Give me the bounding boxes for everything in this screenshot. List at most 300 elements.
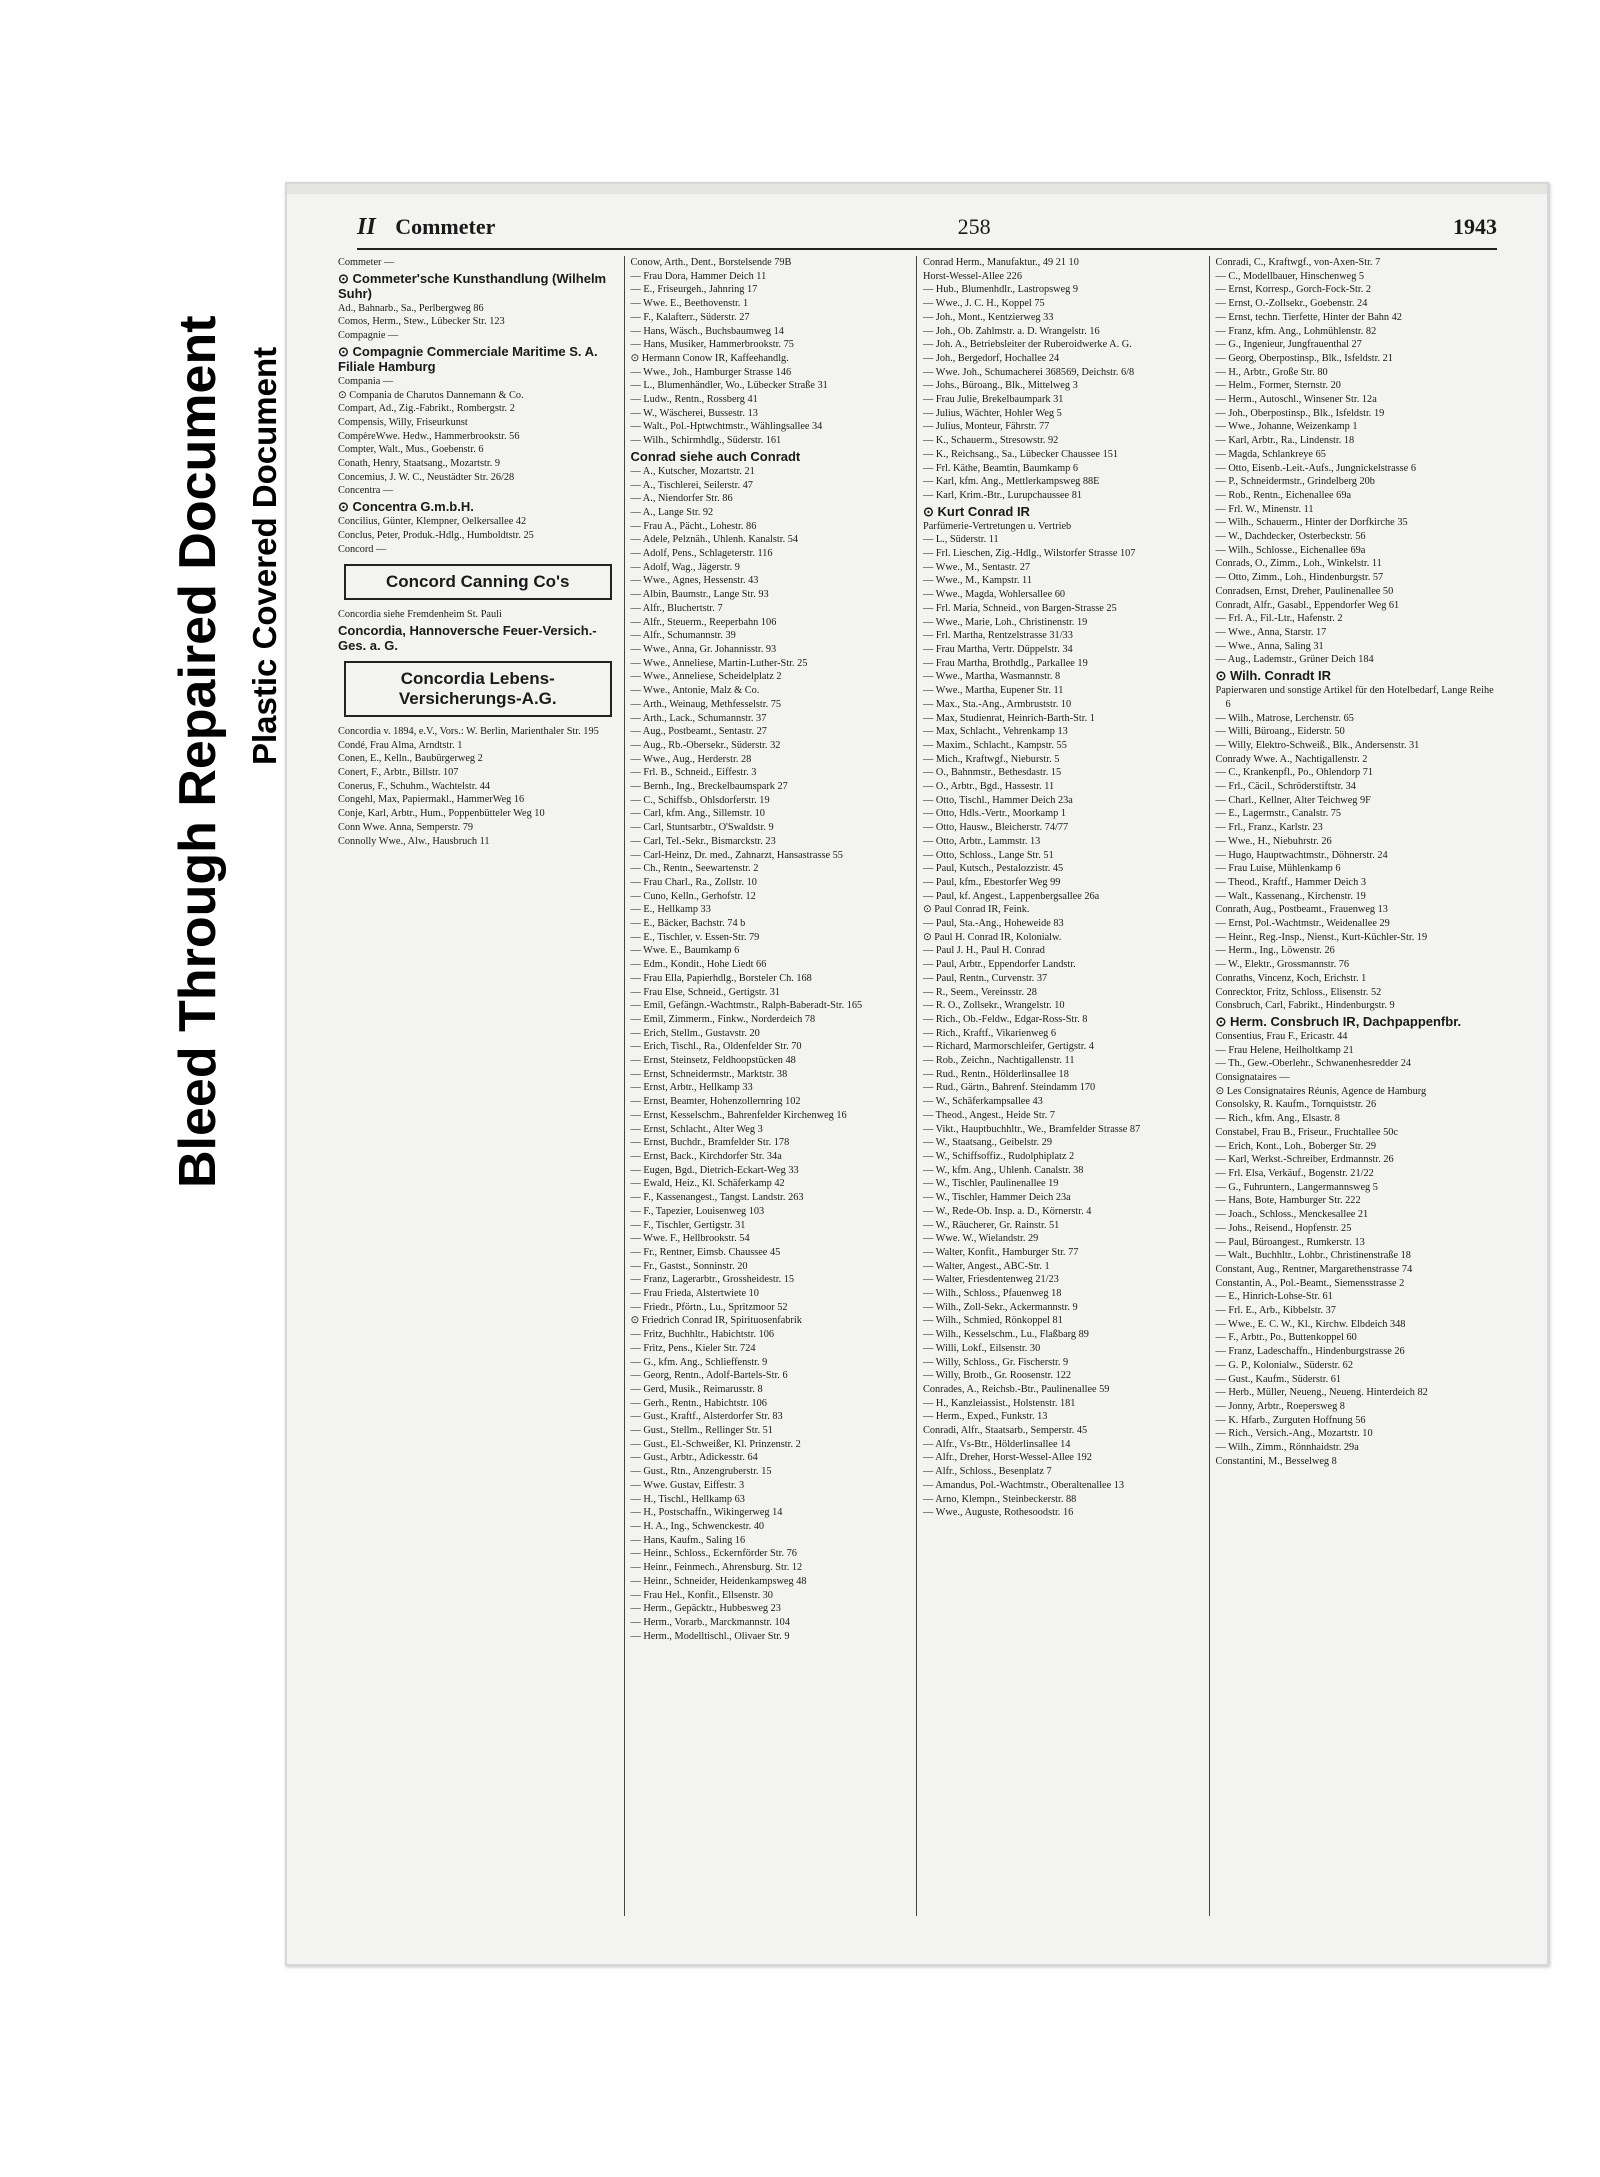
directory-entry: — Gust., El.-Schweißer, Kl. Prinzenstr. 2 xyxy=(630,1438,801,1450)
directory-entry: — Willi, Büroang., Eiderstr. 50 xyxy=(1215,726,1345,738)
directory-entry: Concentra — xyxy=(338,485,394,497)
directory-entry: — Johs., Reisend., Hopfenstr. 25 xyxy=(1215,1222,1352,1234)
directory-entry: Conradi, C., Kraftwgf., von-Axen-Str. 7 xyxy=(1215,257,1381,268)
directory-entry: — Hans, Musiker, Hammerbrookstr. 75 xyxy=(630,339,794,351)
directory-entry: — Otto, Hdls.-Vertr., Moorkamp 1 xyxy=(923,808,1066,820)
directory-entry: — L., Blumenhändler, Wo., Lübecker Straße 31 xyxy=(630,380,828,392)
column-2 xyxy=(625,256,918,1916)
column-1 xyxy=(332,256,625,1916)
directory-entry: — A., Niendorfer Str. 86 xyxy=(630,493,733,505)
directory-entry: — Wwe., Anna, Saling 31 xyxy=(1215,640,1324,652)
directory-entry: — Rich., Kraftf., Vikarienweg 6 xyxy=(923,1027,1057,1039)
directory-entry: — R. O., Zollsekr., Wrangelstr. 10 xyxy=(923,1000,1065,1012)
ad-title: Concordia Lebens-Versicherungs-A.G. xyxy=(398,668,557,708)
directory-entry: — Cuno, Kelln., Gerhofstr. 12 xyxy=(630,890,756,902)
directory-entry: Compter, Walt., Mus., Goebenstr. 6 xyxy=(338,444,484,456)
directory-entry: — Franz, Lagerarbtr., Grossheidestr. 15 xyxy=(630,1274,795,1286)
directory-entry: — Ernst, techn. Tierfette, Hinter der Bahn 42 xyxy=(1215,311,1402,323)
directory-entry: — K. Hfarb., Zurguten Hoffnung 56 xyxy=(1215,1414,1366,1426)
directory-entry: — Frau Julie, Brekelbaumpark 31 xyxy=(923,394,1064,406)
directory-entry: — Wilh., Zimm., Rönnhaidstr. 29a xyxy=(1215,1442,1359,1454)
directory-entry: — G., kfm. Ang., Schlieffenstr. 9 xyxy=(630,1356,768,1368)
directory-entry: — Frl., Cäcil., Schröderstiftstr. 34 xyxy=(1215,781,1356,793)
directory-heading: ⊙ Herm. Consbruch IR, Dachpappenfbr. xyxy=(1215,1013,1462,1029)
directory-entry: — Emil, Gefängn.-Wachtmstr., Ralph-Baberadt-Str. 165 xyxy=(630,1000,863,1012)
directory-entry: — Otto, Schloss., Lange Str. 51 xyxy=(923,849,1054,861)
directory-entry: — Ernst, Arbtr., Hellkamp 33 xyxy=(630,1082,753,1094)
directory-heading: ⊙ Compagnie Commerciale Maritime S. A. Filiale Hamburg xyxy=(338,343,598,374)
directory-entry: — Jonny, Arbtr., Roepersweg 8 xyxy=(1215,1400,1345,1412)
directory-entry: Constabel, Frau B., Friseur., Fruchtallee 50c xyxy=(1215,1126,1398,1138)
scanned-page xyxy=(285,182,1549,1966)
directory-entry: — Arth., Weinaug, Methfesselstr. 75 xyxy=(630,698,782,710)
directory-entry: — Theod., Kraftf., Hammer Deich 3 xyxy=(1215,876,1366,888)
directory-entry: — W., Rede-Ob. Insp. a. D., Körnerstr. 4 xyxy=(923,1205,1092,1217)
directory-entry: — O., Bahnmstr., Bethesdastr. 15 xyxy=(923,767,1062,779)
directory-entry: Constantin, A., Pol.-Beamt., Siemensstrasse 2 xyxy=(1215,1277,1405,1289)
directory-entry: — W., Dachdecker, Osterbeckstr. 56 xyxy=(1215,531,1366,543)
directory-entry: — W., Schiffsoffiz., Rudolphiplatz 2 xyxy=(923,1151,1075,1162)
directory-entry: — Walt., Pol.-Hptwchtmstr., Wählingsallee 34 xyxy=(630,421,823,433)
directory-entry: Conert, F., Arbtr., Billstr. 107 xyxy=(338,767,459,779)
column-4 xyxy=(1210,256,1503,1916)
directory-entry: — H., Tischl., Hellkamp 63 xyxy=(630,1493,745,1505)
directory-entry: — Eugen, Bgd., Dietrich-Eckart-Weg 33 xyxy=(630,1164,799,1176)
directory-entry: — Wwe., Auguste, Rothesoodstr. 16 xyxy=(923,1507,1074,1519)
directory-entry: — Alfr., Bluchertstr. 7 xyxy=(630,602,723,614)
directory-entry: — Edm., Kondit., Hohe Liedt 66 xyxy=(630,959,767,971)
directory-entry: — Max, Studienrat, Heinrich-Barth-Str. 1 xyxy=(923,712,1095,724)
directory-entry: Papierwaren und sonstige Artikel für den Hotelbedarf, Lange Reihe 6 xyxy=(1215,685,1494,710)
directory-entry: — Julius, Monteur, Fährstr. 77 xyxy=(923,421,1050,433)
directory-entry: — Joh. A., Betriebsleiter der Ruberoidwerke A. G. xyxy=(923,339,1132,351)
directory-entry: — Heinr., Feinmech., Ahrensburg. Str. 12 xyxy=(630,1562,803,1574)
directory-entry: — Joh., Oberpostinsp., Blk., Isfeldstr. 19 xyxy=(1215,407,1385,419)
directory-entry: — Wwe., J. C. H., Koppel 75 xyxy=(923,298,1045,310)
directory-entry: — Wwe., Martha, Eupener Str. 11 xyxy=(923,685,1064,697)
directory-entry: Conradi, Alfr., Staatsarb., Semperstr. 45 xyxy=(923,1425,1088,1437)
directory-entry: — Wwe., Agnes, Hessenstr. 43 xyxy=(630,575,759,587)
directory-entry: — Frl. Käthe, Beamtin, Baumkamp 6 xyxy=(923,462,1079,474)
directory-entry: — Vikt., Hauptbuchhltr., We., Bramfelder Strasse 87 xyxy=(923,1123,1141,1135)
directory-entry: — Th., Gew.-Oberlehr., Schwanenhesredder 24 xyxy=(1215,1058,1412,1070)
directory-entry: — F., Kalafterr., Süderstr. 27 xyxy=(630,311,750,323)
directory-entry: — Wwe., Johanne, Weizenkamp 1 xyxy=(1215,421,1358,433)
directory-entry: — H. A., Ing., Schwenckestr. 40 xyxy=(630,1520,765,1532)
directory-entry: — Georg, Oberpostinsp., Blk., Isfeldstr. 21 xyxy=(1215,352,1393,364)
directory-entry: — Wwe. E., Baumkamp 6 xyxy=(630,945,740,957)
directory-entry: Conraths, Vincenz, Koch, Erichstr. 1 xyxy=(1215,972,1367,984)
directory-entry: — Erich, Stellm., Gustavstr. 20 xyxy=(630,1027,760,1039)
directory-entry: — Wwe., Anneliese, Scheidelplatz 2 xyxy=(630,671,782,683)
directory-entry: — Hans, Kaufm., Saling 16 xyxy=(630,1534,746,1546)
directory-entry: Constant, Aug., Rentner, Margarethenstrasse 74 xyxy=(1215,1263,1413,1275)
directory-entry: — Gust., Stellm., Rellinger Str. 51 xyxy=(630,1425,773,1437)
directory-entry: — Ernst, O.-Zollsekr., Goebenstr. 24 xyxy=(1215,298,1368,310)
directory-entry: — L., Süderstr. 11 xyxy=(923,534,999,546)
directory-entry: — Wwe., Anna, Gr. Johannisstr. 93 xyxy=(630,643,777,655)
directory-entry: — Aug., Rb.-Obersekr., Süderstr. 32 xyxy=(630,739,781,751)
directory-entry: — Theod., Angest., Heide Str. 7 xyxy=(923,1109,1055,1121)
directory-heading: Conrad siehe auch Conradt xyxy=(630,448,801,464)
directory-entry: — Frl. B., Schneid., Eiffestr. 3 xyxy=(630,767,757,779)
directory-entry: ⊙ Compania de Charutos Dannemann & Co. xyxy=(338,389,524,401)
directory-entry: — Wilh., Schauerm., Hinter der Dorfkirche 35 xyxy=(1215,517,1408,529)
directory-entry: — Hans, Bote, Hamburger Str. 222 xyxy=(1215,1195,1361,1207)
directory-entry: ⊙ Les Consignataires Réunis, Agence de Hamburg xyxy=(1215,1085,1427,1097)
directory-entry: — Ernst, Beamter, Hohenzollernring 102 xyxy=(630,1096,801,1108)
directory-entry: — H., Arbtr., Große Str. 80 xyxy=(1215,366,1328,378)
directory-entry: Concilius, Günter, Klempner, Oelkersallee 42 xyxy=(338,516,527,528)
directory-entry: — Frl. Maria, Schneid., von Bargen-Strasse 25 xyxy=(923,602,1117,614)
directory-entry: — Frau A., Pächt., Lohestr. 86 xyxy=(630,520,757,532)
directory-entry: Concord — xyxy=(338,543,387,555)
directory-entry: — Carl, kfm. Ang., Sillemstr. 10 xyxy=(630,808,765,820)
directory-entry: — Joach., Schloss., Menckesallee 21 xyxy=(1215,1209,1369,1221)
directory-entry: — Carl, Stuntsarbtr., O'Swaldstr. 9 xyxy=(630,822,774,834)
directory-entry: Concordia siehe Fremdenheim St. Pauli xyxy=(338,609,502,621)
directory-entry: — Karl, Arbtr., Ra., Lindenstr. 18 xyxy=(1215,435,1355,447)
directory-entry: — Wilh., Kesselschm., Lu., Flaßbarg 89 xyxy=(923,1329,1089,1341)
page-header xyxy=(357,206,1497,250)
directory-entry: — Arno, Klempn., Steinbeckerstr. 88 xyxy=(923,1493,1077,1505)
directory-entry: — Otto, Hausw., Bleicherstr. 74/77 xyxy=(923,822,1069,834)
directory-entry: — Magda, Schlankreye 65 xyxy=(1215,448,1326,460)
directory-entry: Conrecktor, Fritz, Schloss., Elisenstr. 52 xyxy=(1215,986,1382,998)
directory-entry: — Erich, Kont., Loh., Boberger Str. 29 xyxy=(1215,1140,1377,1152)
directory-entry: — Alfr., Steuerm., Reeperbahn 106 xyxy=(630,616,777,628)
directory-entry: — Wilh., Schirmhdlg., Süderstr. 161 xyxy=(630,435,782,447)
directory-entry: — Bernh., Ing., Breckelbaumspark 27 xyxy=(630,781,788,793)
directory-entry: — Herm., Autoschl., Winsener Str. 12a xyxy=(1215,394,1377,406)
directory-entry: — F., Tischler, Gertigstr. 31 xyxy=(630,1219,746,1231)
directory-entry: — Willi, Lokf., Eilsenstr. 30 xyxy=(923,1342,1041,1354)
directory-entry: — Frl., Franz., Karlstr. 23 xyxy=(1215,822,1323,834)
directory-entry: — Wwe., E. C. W., Kl., Kirchw. Elbdeich 348 xyxy=(1215,1318,1406,1330)
directory-entry: — Gerd, Musik., Reimarusstr. 8 xyxy=(630,1383,763,1395)
directory-entry: Consignataires — xyxy=(1215,1072,1290,1084)
directory-entry: Commeter — xyxy=(338,257,395,268)
directory-entry: — Frau Luise, Mühlenkamp 6 xyxy=(1215,863,1341,875)
directory-entry: — Frau Frieda, Alstertwiete 10 xyxy=(630,1288,759,1300)
directory-entry: Constantini, M., Besselweg 8 xyxy=(1215,1455,1337,1467)
directory-entry: — Hugo, Hauptwachtmstr., Döhnerstr. 24 xyxy=(1215,849,1388,861)
directory-entry: — Walter, Konfit., Hamburger Str. 77 xyxy=(923,1246,1079,1258)
directory-entry: — E., Hinrich-Lohse-Str. 61 xyxy=(1215,1291,1333,1303)
directory-entry: — F., Arbtr., Po., Buttenkoppel 60 xyxy=(1215,1332,1357,1344)
annotation-plastic-covered: Plastic Covered Document xyxy=(246,346,283,765)
directory-entry: — W., Tischler, Hammer Deich 23a xyxy=(923,1192,1071,1204)
directory-entry: — Frl. A., Fil.-Ltr., Hafenstr. 2 xyxy=(1215,613,1343,625)
directory-entry: — Heinr., Schloss., Eckernförder Str. 76 xyxy=(630,1548,797,1560)
directory-entry: — Fr., Gastst., Sonninstr. 20 xyxy=(630,1260,748,1272)
directory-entry: — Hub., Blumenhdlr., Lastropsweg 9 xyxy=(923,284,1079,296)
directory-entry: — P., Schneidermstr., Grindelberg 20b xyxy=(1215,476,1375,488)
directory-entry: — Herm., Modelltischl., Olivaer Str. 9 xyxy=(630,1630,790,1642)
directory-entry: — Otto, Eisenb.-Leit.-Aufs., Jungnickelstrasse 6 xyxy=(1215,462,1416,474)
directory-entry: — Willy, Brotb., Gr. Roosenstr. 122 xyxy=(923,1370,1072,1382)
directory-entry: — Paul, kf. Angest., Lappenbergsallee 26a xyxy=(923,890,1100,902)
directory-entry: — Paul J. H., Paul H. Conrad xyxy=(923,945,1045,957)
header-title: Commeter xyxy=(395,213,496,239)
directory-entry: — Paul, Rentn., Curvenstr. 37 xyxy=(923,972,1048,984)
directory-entry: — Johs., Büroang., Blk., Mittelweg 3 xyxy=(923,380,1078,392)
directory-entry: — Willy, Elektro-Schweiß., Blk., Andersenstr. 31 xyxy=(1215,739,1420,751)
directory-entry: — E., Hellkamp 33 xyxy=(630,904,711,916)
page-number: 258 xyxy=(957,214,991,239)
directory-entry: Ad., Bahnarb., Sa., Perlbergweg 86 xyxy=(338,302,484,314)
directory-entry: — Franz, Ladeschaffn., Hindenburgstrasse 26 xyxy=(1215,1346,1405,1358)
directory-entry: — Richard, Marmorschleifer, Gertigstr. 4 xyxy=(923,1041,1094,1053)
directory-entry: ⊙ Paul Conrad IR, Feink. xyxy=(923,904,1030,916)
directory-entry: — Joh., Ob. Zahlmstr. a. D. Wrangelstr. 16 xyxy=(923,325,1100,337)
directory-entry: — E., Tischler, v. Essen-Str. 79 xyxy=(630,931,760,943)
directory-entry: — G., Fuhruntern., Langermannsweg 5 xyxy=(1215,1181,1378,1193)
directory-entry: — Otto, Tischl., Hammer Deich 23a xyxy=(923,794,1073,806)
directory-entry: — Frl. Martha, Rentzelstrasse 31/33 xyxy=(923,630,1073,642)
directory-entry: — Frau Helene, Heilholtkamp 21 xyxy=(1215,1044,1354,1056)
directory-entry: — Max., Sta.-Ang., Armbruststr. 10 xyxy=(923,698,1072,710)
directory-entry: Conerus, F., Schuhm., Wachtelstr. 44 xyxy=(338,780,491,792)
ad-title: Concord Canning Co's xyxy=(386,572,570,592)
directory-entry: — G., Ingenieur, Jungfrauenthal 27 xyxy=(1215,339,1362,351)
directory-entry: — W., Elektr., Grossmannstr. 76 xyxy=(1215,959,1350,971)
directory-entry: — Albin, Baumstr., Lange Str. 93 xyxy=(630,589,769,601)
directory-entry: — Franz, kfm. Ang., Lohmühlenstr. 82 xyxy=(1215,325,1377,337)
directory-entry: — Wwe., Magda, Wohlersallee 60 xyxy=(923,589,1066,601)
directory-entry: — R., Seem., Vereinsstr. 28 xyxy=(923,986,1037,998)
directory-entry: — Adolf, Pens., Schlageterstr. 116 xyxy=(630,548,773,560)
directory-entry: Concemius, J. W. C., Neustädter Str. 26/28 xyxy=(338,471,515,483)
directory-entry: — Herm., Exped., Funkstr. 13 xyxy=(923,1411,1048,1423)
directory-entry: Conje, Karl, Arbtr., Hum., Poppenbütteler Weg 10 xyxy=(338,808,545,820)
directory-entry: — W., Tischler, Paulinenallee 19 xyxy=(923,1178,1059,1190)
directory-entry: Compart, Ad., Zig.-Fabrikt., Rombergstr. 2 xyxy=(338,403,515,415)
directory-entry: — Paul, Kutsch., Pestalozzistr. 45 xyxy=(923,863,1064,875)
directory-entry: — Willy, Schloss., Gr. Fischerstr. 9 xyxy=(923,1356,1069,1368)
directory-entry: — Herm., Ing., Löwenstr. 26 xyxy=(1215,945,1335,957)
directory-entry: — Gust., Rtn., Anzengruberstr. 15 xyxy=(630,1466,772,1478)
directory-entry: — Maxim., Schlacht., Kampstr. 55 xyxy=(923,739,1067,751)
directory-entry: — Karl, kfm. Ang., Mettlerkampsweg 88E xyxy=(923,476,1100,488)
directory-entry: CompèreWwe. Hedw., Hammerbrookstr. 56 xyxy=(338,430,520,442)
directory-entry: — Wwe., Antonie, Malz & Co. xyxy=(630,685,760,697)
directory-entry: — Carl, Tel.-Sekr., Bismarckstr. 23 xyxy=(630,835,776,847)
directory-entry: Consbruch, Carl, Fabrikt., Hindenburgstr. 9 xyxy=(1215,1000,1395,1012)
directory-entry: — Frau Charl., Ra., Zollstr. 10 xyxy=(630,876,757,888)
directory-entry: Consentius, Frau F., Ericastr. 44 xyxy=(1215,1030,1348,1042)
directory-entry: — W., Wäscherei, Bussestr. 13 xyxy=(630,407,758,419)
directory-entry: — Wwe. Gustav, Eiffestr. 3 xyxy=(630,1479,745,1491)
directory-entry: — Rud., Gärtn., Bahrenf. Steindamm 170 xyxy=(923,1082,1096,1094)
directory-entry: — Ernst, Steinsetz, Feldhoopstücken 48 xyxy=(630,1055,796,1067)
directory-entry: — F., Kassenangest., Tangst. Landstr. 263 xyxy=(630,1192,804,1204)
directory-entry: — Frl. Elsa, Verkäuf., Bogenstr. 21/22 xyxy=(1215,1168,1374,1179)
directory-entry: — Karl, Werkst.-Schreiber, Erdmannstr. 26 xyxy=(1215,1154,1394,1166)
directory-entry: — Heinr., Reg.-Insp., Nienst., Kurt-Küchler-Str. 19 xyxy=(1215,931,1428,943)
directory-entry: — Paul, kfm., Ebestorfer Weg 99 xyxy=(923,876,1061,888)
directory-entry: Conrades, A., Reichsb.-Btr., Paulinenallee 59 xyxy=(923,1383,1110,1395)
directory-entry: — Rich., kfm. Ang., Elsastr. 8 xyxy=(1215,1113,1340,1125)
directory-entry: — K., Reichsang., Sa., Lübecker Chaussee 151 xyxy=(923,448,1119,460)
directory-entry: Conrath, Aug., Postbeamt., Frauenweg 13 xyxy=(1215,904,1388,916)
directory-entry: — Gust., Kaufm., Süderstr. 61 xyxy=(1215,1373,1342,1385)
directory-entry: — Wwe., Anna, Starstr. 17 xyxy=(1215,626,1327,638)
directory-entry: — Otto, Arbtr., Lammstr. 13 xyxy=(923,835,1041,847)
directory-entry: — Rob., Rentn., Eichenallee 69a xyxy=(1215,489,1352,501)
directory-entry: Parfümerie-Vertretungen u. Vertrieb xyxy=(923,520,1072,532)
directory-entry: — Wilh., Schmied, Rönkoppel 81 xyxy=(923,1315,1063,1327)
directory-entry: — Aug., Lademstr., Grüner Deich 184 xyxy=(1215,654,1374,666)
directory-entry: — Wwe. F., Hellbrookstr. 54 xyxy=(630,1233,750,1245)
directory-entry: — Frl. Lieschen, Zig.-Hdlg., Wilstorfer Strasse 107 xyxy=(923,548,1136,560)
directory-entry: — Frau Hel., Konfit., Ellsenstr. 30 xyxy=(630,1589,773,1601)
advertisement-box xyxy=(344,661,612,717)
directory-entry: Conen, E., Kelln., Baubürgerweg 2 xyxy=(338,753,483,765)
directory-entry: ⊙ Paul H. Conrad IR, Kolonialw. xyxy=(923,931,1062,943)
directory-heading: ⊙ Kurt Conrad IR xyxy=(923,503,1030,519)
directory-entry: ⊙ Friedrich Conrad IR, Spirituosenfabrik xyxy=(630,1315,802,1327)
directory-entry: — Frau Else, Schneid., Gertigstr. 31 xyxy=(630,986,781,998)
directory-heading: ⊙ Wilh. Conradt IR xyxy=(1215,668,1331,684)
page-edge xyxy=(287,184,1547,194)
directory-entry: — Fr., Rentner, Eimsb. Chaussee 45 xyxy=(630,1246,781,1258)
directory-entry: Compensis, Willy, Friseurkunst xyxy=(338,416,468,428)
directory-entry: — Ernst, Back., Kirchdorfer Str. 34a xyxy=(630,1151,782,1162)
directory-entry: — Wwe. E., Beethovenstr. 1 xyxy=(630,298,749,310)
directory-entry: — W., kfm. Ang., Uhlenh. Canalstr. 38 xyxy=(923,1164,1084,1176)
directory-entry: — Heinr., Schneider, Heidenkampsweg 48 xyxy=(630,1575,807,1587)
directory-entry: Consolsky, R. Kaufm., Tornquiststr. 26 xyxy=(1215,1099,1377,1111)
directory-entry: — Wwe., Anneliese, Martin-Luther-Str. 25 xyxy=(630,657,808,669)
directory-heading: Concordia, Hannoversche Feuer-Versich.-Ges. a. G. xyxy=(338,622,597,653)
directory-entry: — Gerh., Rentn., Habichtstr. 106 xyxy=(630,1397,767,1409)
directory-entry: — Walter, Angest., ABC-Str. 1 xyxy=(923,1260,1050,1272)
directory-entry: — Georg, Rentn., Adolf-Bartels-Str. 6 xyxy=(630,1370,788,1382)
directory-entry: — G. P., Kolonialw., Süderstr. 62 xyxy=(1215,1359,1353,1371)
directory-entry: Compania — xyxy=(338,375,394,387)
directory-entry: — O., Arbtr., Bgd., Hassestr. 11 xyxy=(923,781,1055,793)
directory-entry: — Friedr., Pförtn., Lu., Spritzmoor 52 xyxy=(630,1301,788,1313)
directory-columns xyxy=(332,256,1502,1916)
directory-entry: — Wwe. Joh., Schumacherei 368569, Deichstr. 6/8 xyxy=(923,366,1135,378)
directory-entry: — Wwe. W., Wielandstr. 29 xyxy=(923,1233,1039,1245)
directory-entry: — Joh., Bergedorf, Hochallee 24 xyxy=(923,352,1060,364)
directory-entry: Conradsen, Ernst, Dreher, Paulinenallee 50 xyxy=(1215,585,1394,597)
directory-entry: — Wilh., Zoll-Sekr., Ackermannstr. 9 xyxy=(923,1301,1078,1313)
directory-entry: — Paul, Sta.-Ang., Hoheweide 83 xyxy=(923,918,1064,930)
directory-entry: — Ernst, Schlacht., Alter Weg 3 xyxy=(630,1123,763,1135)
directory-entry: — Joh., Mont., Kentzierweg 33 xyxy=(923,311,1054,323)
directory-entry: — Fritz, Buchhltr., Habichtstr. 106 xyxy=(630,1329,775,1341)
directory-entry: — A., Kutscher, Mozartstr. 21 xyxy=(630,465,755,477)
directory-entry: — Alfr., Schumannstr. 39 xyxy=(630,630,736,642)
directory-entry: — W., Staatsang., Geibelstr. 29 xyxy=(923,1137,1052,1149)
directory-entry: Conn Wwe. Anna, Semperstr. 79 xyxy=(338,821,474,833)
directory-entry: — Frau Martha, Vertr. Düppelstr. 34 xyxy=(923,643,1073,655)
directory-entry: — Rob., Zeichn., Nachtigallenstr. 11 xyxy=(923,1055,1075,1067)
directory-entry: Conow, Arth., Dent., Borstelsende 79B xyxy=(630,257,792,268)
directory-entry: — Herm., Gepäcktr., Hubbesweg 23 xyxy=(630,1603,781,1615)
header-left xyxy=(357,214,495,241)
directory-entry: — Aug., Postbeamt., Sentastr. 27 xyxy=(630,726,767,738)
directory-entry: — Frl. W., Minenstr. 11 xyxy=(1215,503,1314,515)
directory-entry: — Wwe., M., Kampstr. 11 xyxy=(923,575,1032,587)
directory-entry: — Wwe., Marie, Loh., Christinenstr. 19 xyxy=(923,616,1088,628)
directory-entry: — Erich, Tischl., Ra., Oldenfelder Str. 70 xyxy=(630,1041,802,1053)
directory-entry: — Rich., Ob.-Feldw., Edgar-Ross-Str. 8 xyxy=(923,1013,1088,1025)
directory-entry: — Adele, Pelznäh., Uhlenh. Kanalstr. 54 xyxy=(630,534,799,546)
directory-entry: — F., Tapezier, Louisenweg 103 xyxy=(630,1205,765,1217)
directory-entry: — Charl., Kellner, Alter Teichweg 9F xyxy=(1215,794,1371,806)
directory-entry: — Gust., Kraftf., Alsterdorfer Str. 83 xyxy=(630,1411,783,1423)
directory-entry: — A., Tischlerei, Seilerstr. 47 xyxy=(630,479,753,491)
directory-entry: — Adolf, Wag., Jägerstr. 9 xyxy=(630,561,740,573)
directory-entry: — C., Modellbauer, Hinschenweg 5 xyxy=(1215,270,1365,282)
directory-entry: — Herm., Vorarb., Marckmannstr. 104 xyxy=(630,1616,790,1628)
directory-entry: — Rich., Versich.-Ang., Mozartstr. 10 xyxy=(1215,1428,1373,1440)
directory-entry: Comos, Herm., Stew., Lübecker Str. 123 xyxy=(338,316,505,328)
directory-entry: — Max, Schlacht., Vehrenkamp 13 xyxy=(923,726,1068,738)
directory-entry: Connolly Wwe., Alw., Hausbruch 11 xyxy=(338,835,490,847)
directory-heading: ⊙ Concentra G.m.b.H. xyxy=(338,499,474,515)
directory-entry: Congehl, Max, Papiermakl., HammerWeg 16 xyxy=(338,794,525,806)
directory-entry: — Frau Ella, Papierhdlg., Borsteler Ch. 168 xyxy=(630,972,812,984)
directory-entry: — W., Räucherer, Gr. Rainstr. 51 xyxy=(923,1219,1060,1231)
directory-entry: Conradt, Alfr., Gasabl., Eppendorfer Weg 61 xyxy=(1215,599,1400,611)
directory-entry: — Gust., Arbtr., Adickesstr. 64 xyxy=(630,1452,758,1464)
header-year: 1943 xyxy=(1452,214,1497,239)
directory-entry: — Walt., Kassenang., Kirchenstr. 19 xyxy=(1215,890,1366,902)
directory-entry: Condé, Frau Alma, Arndtstr. 1 xyxy=(338,739,463,751)
directory-entry: — Alfr., Schloss., Besenplatz 7 xyxy=(923,1466,1052,1478)
directory-entry: — Walter, Friesdentenweg 21/23 xyxy=(923,1274,1059,1286)
directory-entry: — Herb., Müller, Neueng., Neueng. Hinterdeich 82 xyxy=(1215,1387,1428,1399)
directory-entry: — E., Friseurgeh., Jahnring 17 xyxy=(630,284,758,296)
directory-entry: — Amandus, Pol.-Wachtmstr., Oberaltenallee 13 xyxy=(923,1479,1125,1491)
directory-entry: — Frau Dora, Hammer Deich 11 xyxy=(630,270,767,282)
directory-entry: — Frau Martha, Brothdlg., Parkallee 19 xyxy=(923,657,1088,669)
column-3 xyxy=(917,256,1210,1916)
directory-entry: — Wwe., H., Niebuhrstr. 26 xyxy=(1215,835,1332,847)
section-number: II xyxy=(357,213,376,240)
directory-entry: — Mich., Kraftwgf., Nieburstr. 5 xyxy=(923,753,1060,765)
directory-entry: — Karl, Krim.-Btr., Lurupchaussee 81 xyxy=(923,489,1082,501)
directory-entry: — Wwe., Joh., Hamburger Strasse 146 xyxy=(630,366,792,378)
directory-entry: — Walt., Buchhltr., Lohbr., Christinenstraße 18 xyxy=(1215,1250,1411,1262)
directory-entry: Conrady Wwe. A., Nachtigallenstr. 2 xyxy=(1215,753,1368,765)
directory-entry: — Hans, Wäsch., Buchsbaumweg 14 xyxy=(630,325,784,337)
directory-entry: — Otto, Zimm., Loh., Hindenburgstr. 57 xyxy=(1215,572,1384,584)
directory-entry: — Helm., Former, Sternstr. 20 xyxy=(1215,380,1341,392)
directory-entry: Concordia v. 1894, e.V., Vors.: W. Berlin, Marienthaler Str. 195 xyxy=(338,725,599,737)
directory-entry: — Ch., Rentn., Seewartenstr. 2 xyxy=(630,863,759,875)
directory-entry: — Carl-Heinz, Dr. med., Zahnarzt, Hansastrasse 55 xyxy=(630,849,843,861)
directory-entry: — Ernst, Schneidermstr., Marktstr. 38 xyxy=(630,1068,788,1080)
directory-entry: — Paul, Büroangest., Rumkerstr. 13 xyxy=(1215,1236,1365,1248)
directory-entry: — Alfr., Vs-Btr., Hölderlinsallee 14 xyxy=(923,1438,1071,1450)
directory-entry: — Alfr., Dreher, Horst-Wessel-Allee 192 xyxy=(923,1452,1092,1464)
directory-entry: — H., Postschaffn., Wikingerweg 14 xyxy=(630,1507,783,1519)
directory-entry: — Wilh., Matrose, Lerchenstr. 65 xyxy=(1215,712,1354,724)
directory-entry: Conath, Henry, Staatsang., Mozartstr. 9 xyxy=(338,458,501,470)
directory-entry: — Wwe., Aug., Herderstr. 28 xyxy=(630,753,752,765)
advertisement-box xyxy=(344,564,612,600)
directory-entry: — Wwe., Martha, Wasmannstr. 8 xyxy=(923,671,1061,683)
directory-entry: — E., Bäcker, Bachstr. 74 b xyxy=(630,918,746,930)
directory-entry: — Ernst, Buchdr., Bramfelder Str. 178 xyxy=(630,1137,790,1149)
directory-entry: — Arth., Lack., Schumannstr. 37 xyxy=(630,712,767,724)
